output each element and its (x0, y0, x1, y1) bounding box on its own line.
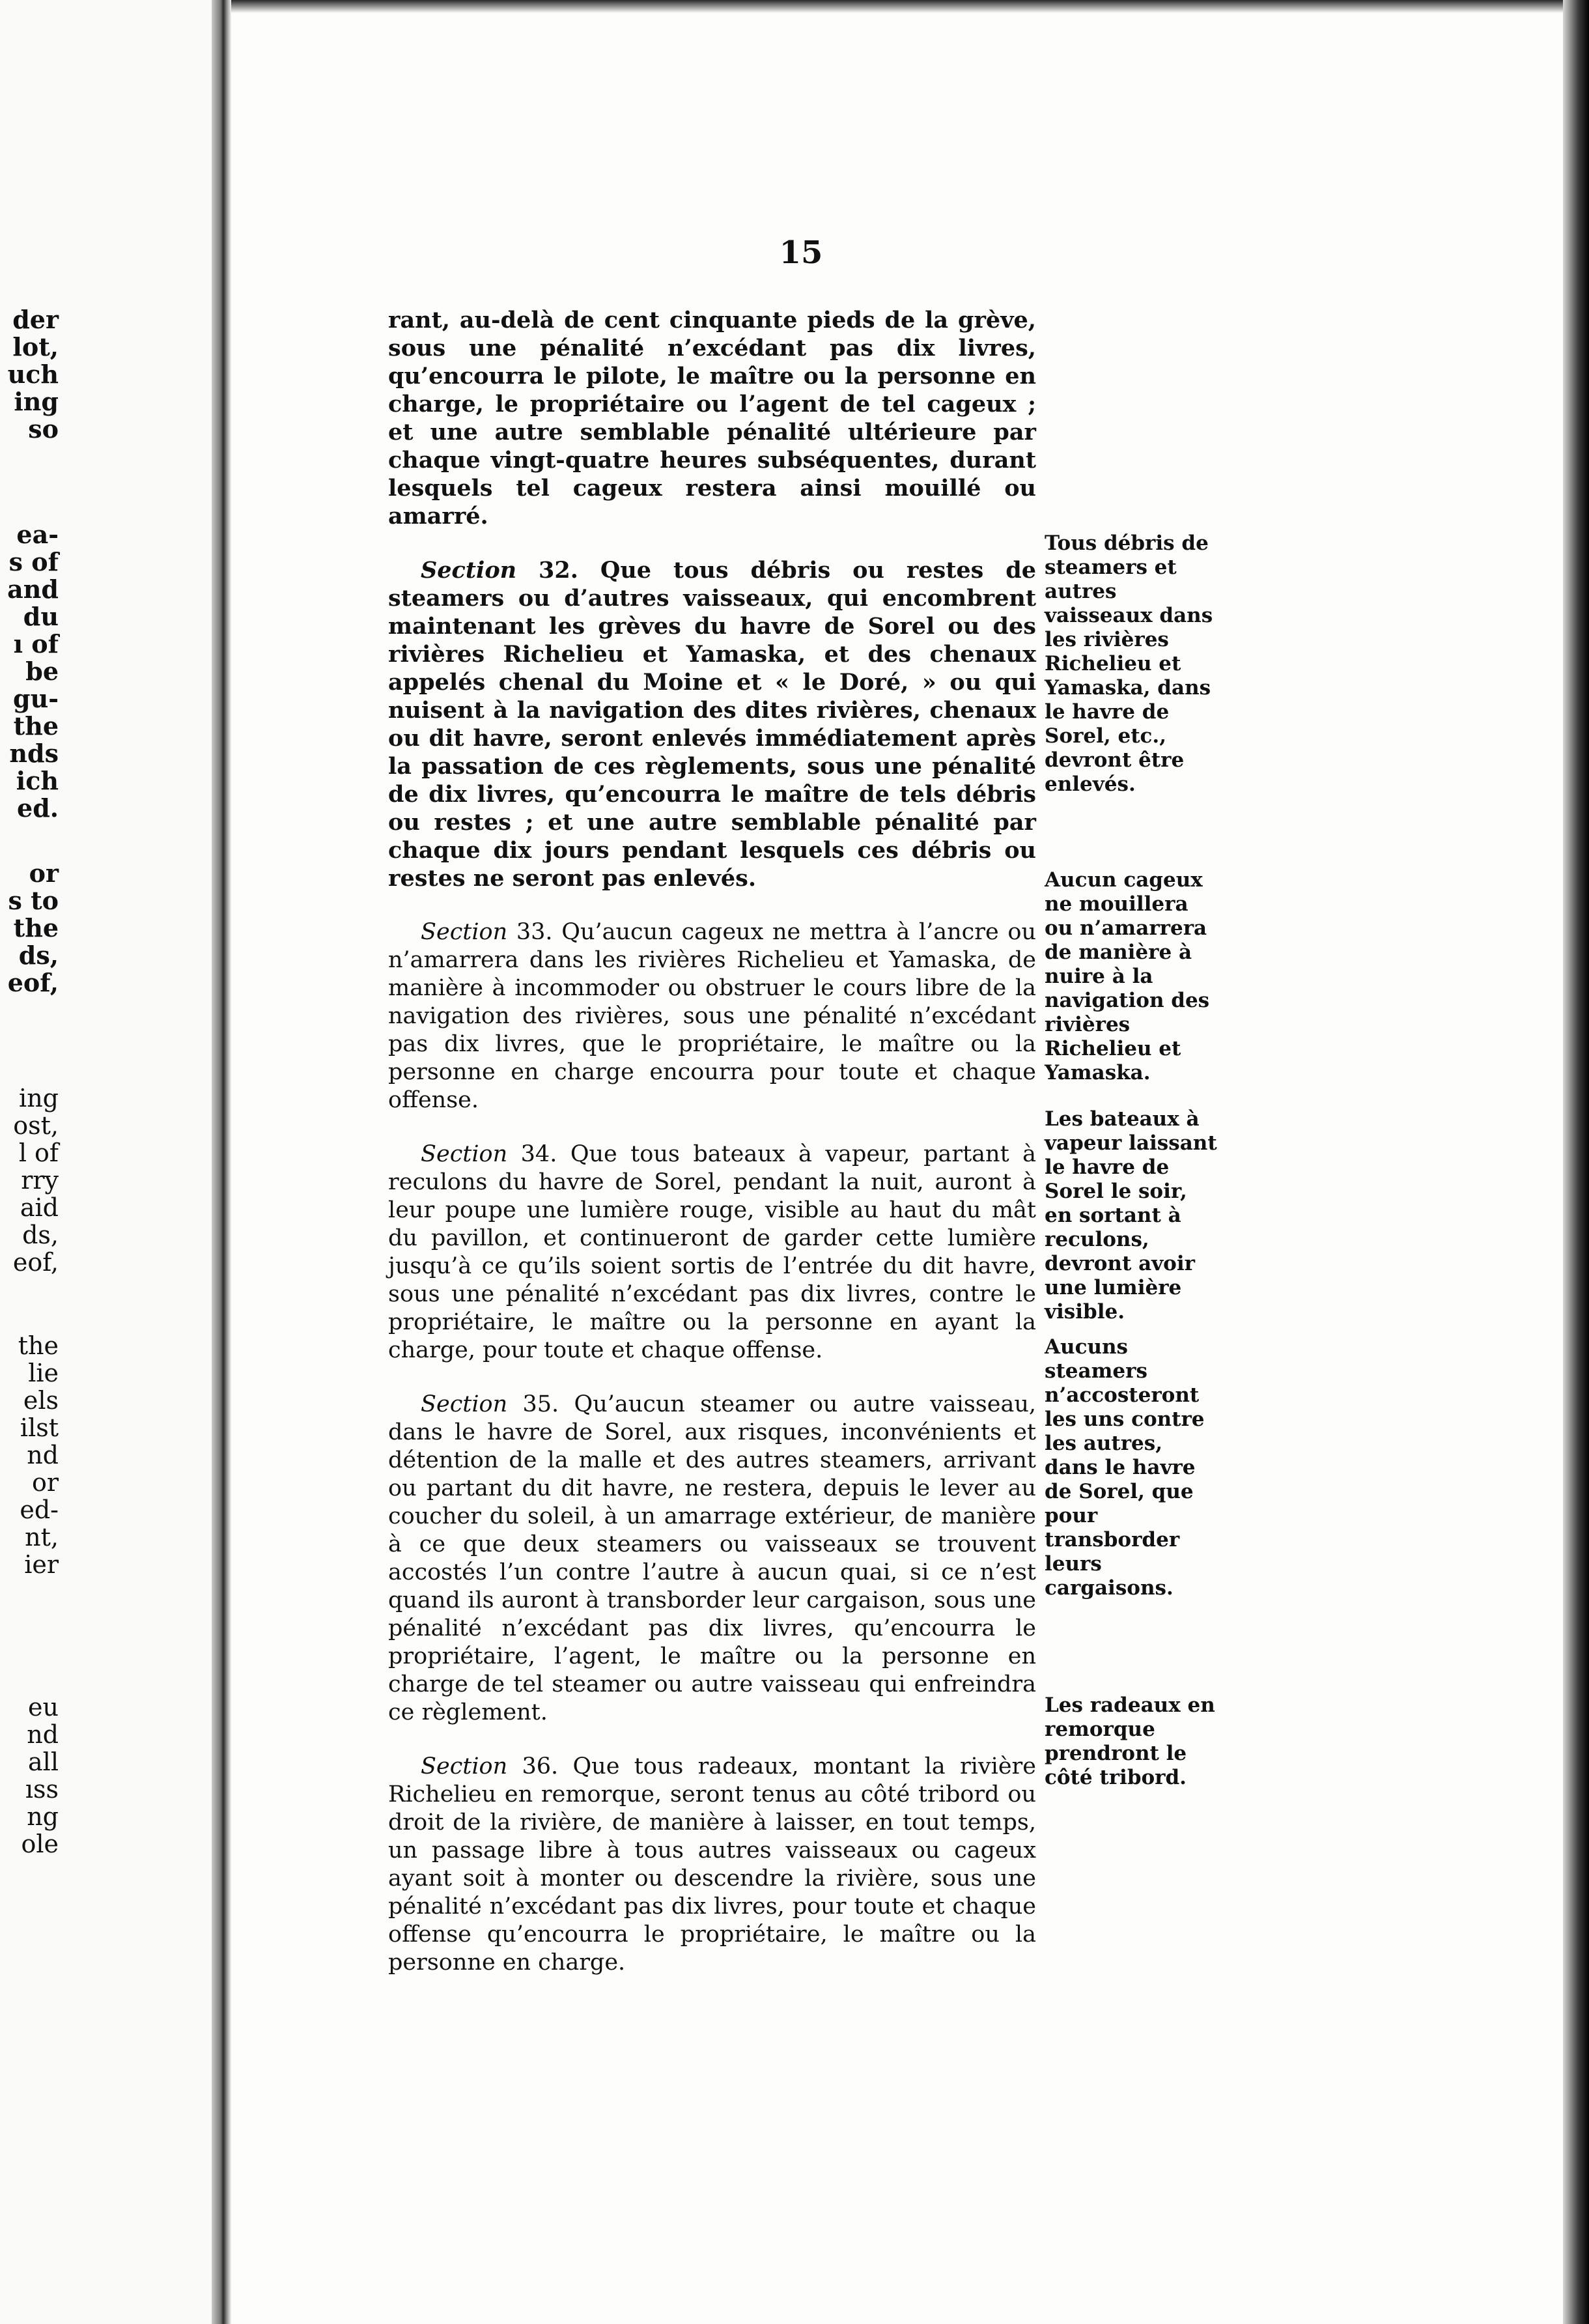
section-number: 33. (516, 919, 553, 945)
section-34-paragraph (388, 1141, 1036, 1365)
section-35-paragraph (388, 1391, 1036, 1727)
scan-top-edge (0, 0, 1589, 13)
scan-right-edge (1563, 0, 1589, 2324)
section-33-paragraph (388, 918, 1036, 1114)
facing-page-lines-3: or s to the ds, eof, (7, 858, 59, 997)
main-text-column (388, 306, 1036, 2003)
facing-page-lines-5: the lie els ilst nd or ed- nt, ier (18, 1331, 59, 1579)
section-36-paragraph (388, 1753, 1036, 1977)
section-number: 32. (539, 557, 578, 584)
facing-page-lines-6: eu nd all ıss ng ole (21, 1693, 59, 1858)
section-text: Qu’aucun steamer ou autre vaisseau, dans le havre de Sorel, aux risques, inconvénients et détention de la malle et des autres steamers, arrivant ou partant du dit havre, ne restera, depuis le lever au coucher du soleil, à un amarrage extérieur, de manière à ce que deux steamers ou vaisseaux se trouvent accostés l’un contre l’autre à aucun quai, si ce n’est quand ils auront à transborder leur cargaison, sous une pénalité n’excédant pas dix livres, qu’encourra le propriétaire, l’agent, le maître ou la personne en charge de tel steamer ou autre vaisseau qui enfreindra ce règlement. (388, 1391, 1036, 1725)
section-label: Section (421, 1391, 508, 1417)
facing-page-lines-2: ea- s of and du ı of be gu- the nds ich ed. (7, 520, 59, 823)
page-number: 15 (779, 234, 823, 271)
section-number: 36. (522, 1753, 559, 1779)
section-label: Section (421, 919, 508, 945)
section-text: Que tous bateaux à vapeur, partant à reculons du havre de Sorel, pendant la nuit, auront à leur poupe une lumière rouge, visible au haut du mât du pavillon, et continueront de garder cette lumière jusqu’à ce qu’ils soient sortis de l’entrée du dit havre, sous une pénalité n’excédant pas dix livres, contre le propriétaire, le maître ou la personne en ayant la charge, pour toute et chaque offense. (388, 1141, 1036, 1363)
section-number: 34. (520, 1141, 557, 1167)
section-label: Section (421, 557, 517, 584)
facing-page-lines-4: ing ost, l of rry aid ds, eof, (12, 1084, 59, 1277)
section-text: Que tous radeaux, montant la rivière Richelieu en remorque, seront tenus au côté tribord ou droit de la rivière, de manière à laisser, en tout temps, un passage libre à tous autres vaisseaux ou cageux ayant soit à monter ou descendre la rivière, sous une pénalité n’excédant pas dix livres, pour toute et chaque offense qu’encourra le propriétaire, le maître ou la personne en charge. (388, 1753, 1036, 1976)
margin-note-section-36: Les radeaux en remorque prendront le côté tribord. (1045, 1693, 1215, 1789)
section-number: 35. (522, 1391, 559, 1417)
margin-note-section-32: Tous débris de steamers et autres vaisseaux dans les rivières Richelieu et Yamaska, dans le havre de Sorel, etc., devront être enlevés. (1045, 531, 1213, 796)
section-label: Section (421, 1753, 508, 1779)
section-text: Qu’aucun cageux ne mettra à l’ancre ou n’amarrera dans les rivières Richelieu et Yamaska, de manière à incommoder ou obstruer le cours libre de la navigation des rivières, sous une pénalité n’excédant pas dix livres, que le propriétaire, le maître ou la personne en charge encourra pour toute et chaque offense. (388, 919, 1036, 1113)
margin-note-section-35: Aucuns steamers n’accosteront les uns contre les autres, dans le havre de Sorel, que pour transborder leurs cargaisons. (1045, 1335, 1205, 1600)
section-label: Section (421, 1141, 508, 1167)
section-32-paragraph (388, 556, 1036, 892)
facing-page-lines-1: der lot, uch ing so (7, 305, 59, 444)
margin-note-section-34: Les bateaux à vapeur laissant le havre de Sorel le soir, en sortant à reculons, devront avoir une lumière visible. (1045, 1107, 1217, 1324)
book-gutter (212, 0, 231, 2324)
section-text: Que tous débris ou restes de steamers ou d’autres vaisseaux, qui encombrent maintenant les grèves du havre de Sorel ou des rivières Richelieu et Yamaska, et des chenaux appelés chenal du Moine et « le Doré, » ou qui nuisent à la navigation des dites rivières, chenaux ou dit havre, seront enlevés immédiatement après la passation de ces règlements, sous une pénalité de dix livres, qu’encourra le maître de tels débris ou restes ; et une autre semblable pénalité par chaque dix jours pendant lesquels ces débris ou restes ne seront pas enlevés. (388, 557, 1037, 892)
intro-paragraph: rant, au-delà de cent cinquante pieds de la grève, sous une pénalité n’excédant pas dix livres, qu’encourra le pilote, le maître ou la personne en charge, le propriétaire ou l’agent de tel cageux ; et une autre semblable pénalité ultérieure par chaque vingt-quatre heures subséquentes, durant lesquels tel cageux restera ainsi mouillé ou amarré. (388, 307, 1036, 530)
margin-note-section-33: Aucun cageux ne mouillera ou n’amarrera de manière à nuire à la navigation des rivières Richelieu et Yamaska. (1045, 868, 1210, 1084)
facing-page-fragment (0, 0, 231, 2324)
